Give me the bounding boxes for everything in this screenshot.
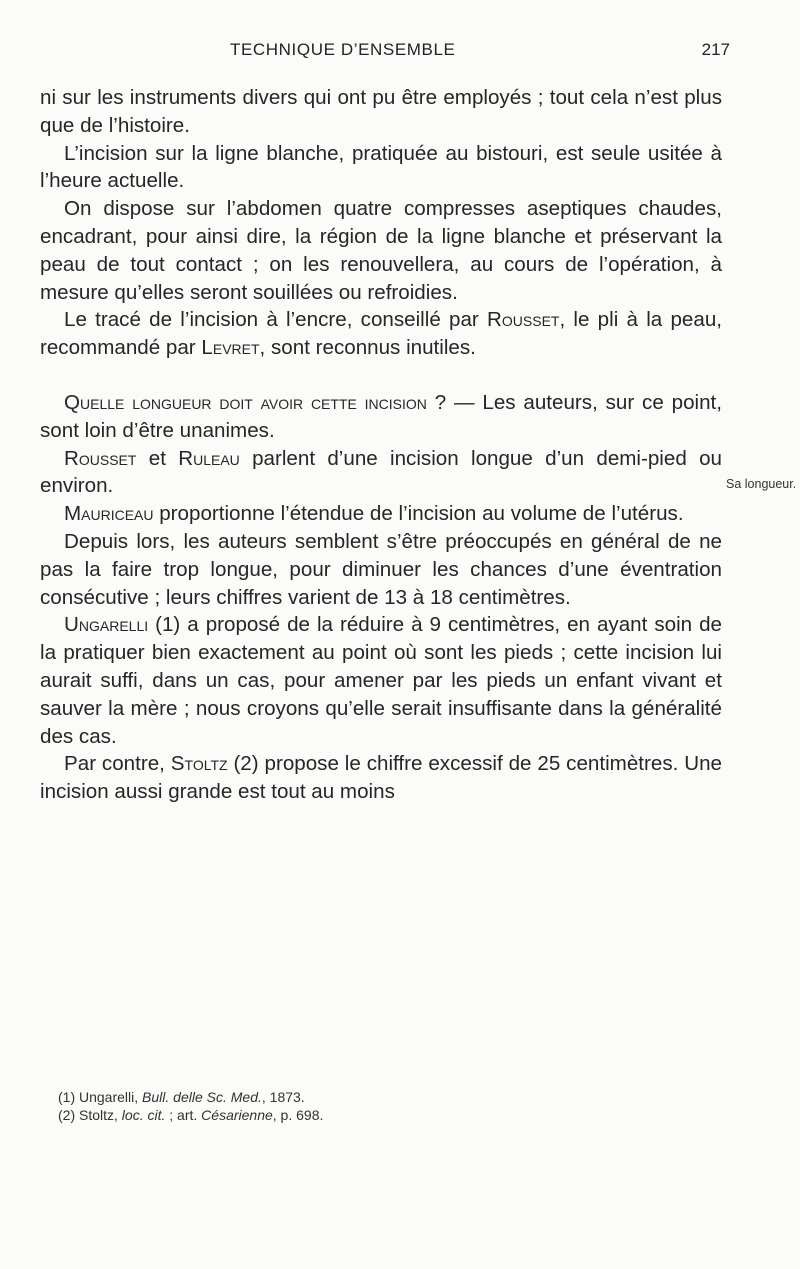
paragraph-6-text-1: et xyxy=(136,446,179,470)
paragraph-6 xyxy=(40,445,722,501)
author-mauriceau: Mauriceau xyxy=(64,502,154,526)
author-ruleau: Ruleau xyxy=(178,446,240,470)
author-rousset-2: Rousset xyxy=(64,446,137,470)
footnote-2-loc-cit: loc. cit. xyxy=(121,1107,166,1123)
running-header xyxy=(40,40,730,64)
paragraph-9-text: (1) a proposé de la réduire à 9 centimètres, en ayant soin de la pratiquer bien exactement au point où sont les pieds ; cette incision lui aurait suffi, dans un cas, pour amener par les pieds un enfant vivant et sauver la mère ; nous croyons qu’elle serait insuffisante dans la généralité des cas. xyxy=(40,613,722,748)
footnote-1 xyxy=(58,1088,708,1106)
footnotes xyxy=(58,1088,708,1124)
main-text xyxy=(40,84,722,806)
paragraph-10-text-2: (2) propose le chiffre excessif de 25 centimètres. Une incision aussi grande est tout au moins xyxy=(40,752,722,804)
section-heading: Quelle longueur doit avoir cette incision ? xyxy=(64,390,447,414)
paragraph-8: Depuis lors, les auteurs semblent s’être préoccupés en général de ne pas la faire trop longue, pour diminuer les chances d’une éventration consécutive ; leurs chiffres varient de 13 à 18 centimètres. xyxy=(40,529,722,609)
paragraph-10-text-1: Par contre, xyxy=(64,752,171,776)
paragraph-5-text: — Les auteurs, sur ce point, sont loin d’être unanimes. xyxy=(40,390,722,442)
paragraph-2: L’incision sur la ligne blanche, pratiquée au bistouri, est seule usitée à l’heure actuelle. xyxy=(40,141,722,193)
paragraph-4-text-3: , sont reconnus inutiles. xyxy=(259,336,476,360)
paragraph-4 xyxy=(40,306,722,362)
paragraph-1: ni sur les instruments divers qui ont pu être employés ; tout cela n’est plus que de l’histoire. xyxy=(40,86,722,137)
paragraph-7-text: proportionne l’étendue de l’incision au volume de l’utérus. xyxy=(153,502,684,526)
margin-note: Sa longueur. xyxy=(726,477,797,491)
paragraph-3: On dispose sur l’abdomen quatre compresses aseptiques chaudes, encadrant, pour ainsi dire, la région de la ligne blanche et préservant la peau de tout contact ; on les renouvellera, au cours de l’opération, à mesure qu’elles seront souillées ou refroidies. xyxy=(40,197,722,304)
footnote-1-prefix: (1) Ungarelli, xyxy=(58,1089,143,1105)
author-ungarelli: Ungarelli xyxy=(64,613,149,637)
footnote-1-journal: Bull. delle Sc. Med. xyxy=(142,1089,262,1105)
paragraph-4-text-2: , le pli à la peau, recommandé par xyxy=(40,308,722,360)
paragraph-4-text-1: Le tracé de l’incision à l’encre, conseillé par xyxy=(64,308,488,332)
footnote-2 xyxy=(58,1106,708,1124)
footnote-1-suffix: , 1873. xyxy=(261,1089,305,1105)
author-stoltz: Stoltz xyxy=(170,752,228,776)
footnote-2-prefix: (2) Stoltz, xyxy=(58,1107,122,1123)
author-levret: Levret xyxy=(201,336,260,360)
paragraph-9 xyxy=(40,611,722,750)
paragraph-6-text-2: parlent d’une incision longue d’un demi-pied ou environ. xyxy=(40,446,722,498)
page-number: 217 xyxy=(701,40,730,59)
footnote-2-suffix: , p. 698. xyxy=(272,1107,324,1123)
paragraph-5 xyxy=(40,389,722,445)
author-rousset: Rousset xyxy=(487,308,560,332)
footnote-2-middle: ; art. xyxy=(165,1107,202,1123)
running-title: TECHNIQUE D’ENSEMBLE xyxy=(230,40,456,59)
paragraph-10 xyxy=(40,750,722,806)
paragraph-7 xyxy=(40,500,722,528)
footnote-2-article: Césarienne xyxy=(201,1107,273,1123)
